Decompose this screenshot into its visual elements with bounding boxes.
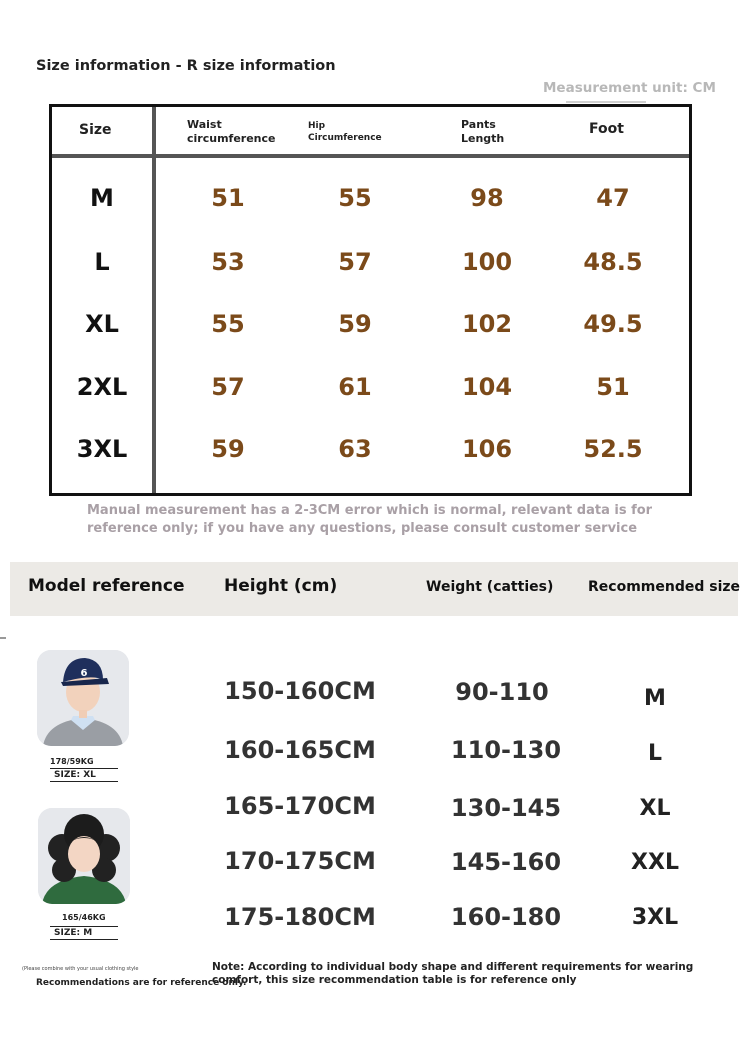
row-size-label: M [90, 184, 114, 212]
recommended-size: XL [639, 796, 671, 821]
bottom-note: Note: According to individual body shape and different requirements for wearing comfort, this size recommendation table is for reference only [212, 961, 694, 986]
header-pants-length [461, 118, 504, 146]
height-range: 170-175CM [224, 847, 376, 875]
header-model-reference: Model reference [28, 576, 185, 596]
header-recommended-size: Recommended size [588, 579, 741, 595]
edge-mark [0, 637, 6, 639]
cell-hip: 59 [338, 310, 372, 338]
measurement-note: Manual measurement has a 2-3CM error which is normal, relevant data is for reference only; if you have any questions, please consult customer service [87, 503, 653, 536]
header-waist-line2: circumference [187, 132, 276, 145]
recommended-size: XXL [631, 850, 679, 875]
header-foot: Foot [589, 121, 624, 137]
measurement-unit: Measurement unit: CM [543, 80, 716, 96]
cell-pants: 98 [470, 184, 504, 212]
row-size-label: XL [85, 310, 119, 338]
weight-range: 145-160 [450, 848, 562, 876]
page-title: Size information - R size information [36, 58, 336, 74]
cell-foot: 51 [596, 373, 630, 401]
model-photo-female [38, 808, 130, 904]
cell-foot: 49.5 [583, 310, 643, 338]
height-range: 160-165CM [224, 736, 376, 764]
model-photo-male [37, 650, 129, 746]
row-size-label: L [94, 248, 110, 276]
weight-range: 110-130 [450, 736, 562, 764]
weight-range: 160-180 [450, 903, 562, 931]
header-size: Size [79, 122, 112, 138]
cell-waist: 53 [211, 248, 245, 276]
cell-pants: 104 [461, 373, 513, 401]
weight-range: 130-145 [450, 794, 562, 822]
header-hip [308, 120, 382, 144]
size-table [49, 104, 692, 496]
unit-divider [566, 101, 646, 103]
cell-waist: 51 [211, 184, 245, 212]
cell-waist: 55 [211, 310, 245, 338]
header-height: Height (cm) [224, 576, 338, 596]
row-size-label: 2XL [76, 373, 128, 401]
cell-pants: 106 [461, 435, 513, 463]
height-range: 175-180CM [224, 903, 376, 931]
header-waist [187, 118, 275, 146]
cell-waist: 57 [211, 373, 245, 401]
reference-note: Recommendations are for reference only. [36, 978, 247, 988]
model-caption: 178/59KG [50, 757, 94, 766]
row-size-label: 3XL [76, 435, 128, 463]
weight-range: 90-110 [455, 678, 549, 706]
cell-waist: 59 [211, 435, 245, 463]
cell-hip: 55 [338, 184, 372, 212]
recommended-size: L [647, 741, 663, 766]
height-range: 150-160CM [224, 677, 376, 705]
female-model-illustration [38, 808, 130, 904]
model-size-label: SIZE: M [50, 926, 118, 940]
header-weight: Weight (catties) [426, 579, 554, 595]
cell-foot: 52.5 [583, 435, 643, 463]
cell-foot: 47 [596, 184, 630, 212]
cell-pants: 100 [461, 248, 513, 276]
header-pants-line2: Length [461, 132, 505, 145]
cell-hip: 61 [338, 373, 372, 401]
style-tip: (Please combine with your usual clothing style [22, 966, 139, 972]
svg-text:6: 6 [80, 668, 88, 679]
cell-foot: 48.5 [583, 248, 643, 276]
cell-hip: 63 [338, 435, 372, 463]
recommended-size: M [644, 686, 666, 711]
recommended-size: 3XL [631, 905, 679, 930]
cell-hip: 57 [338, 248, 372, 276]
model-caption: 165/46KG [62, 913, 106, 922]
header-waist-line1: Waist [187, 118, 222, 131]
cell-pants: 102 [461, 310, 513, 338]
header-pants-line1: Pants [461, 118, 496, 131]
header-hip-line1: Hip [308, 121, 326, 131]
male-model-illustration [37, 650, 129, 746]
size-column-divider [152, 107, 156, 493]
height-range: 165-170CM [224, 792, 376, 820]
header-hip-line2: Circumference [308, 133, 382, 143]
model-size-label: SIZE: XL [50, 768, 118, 782]
